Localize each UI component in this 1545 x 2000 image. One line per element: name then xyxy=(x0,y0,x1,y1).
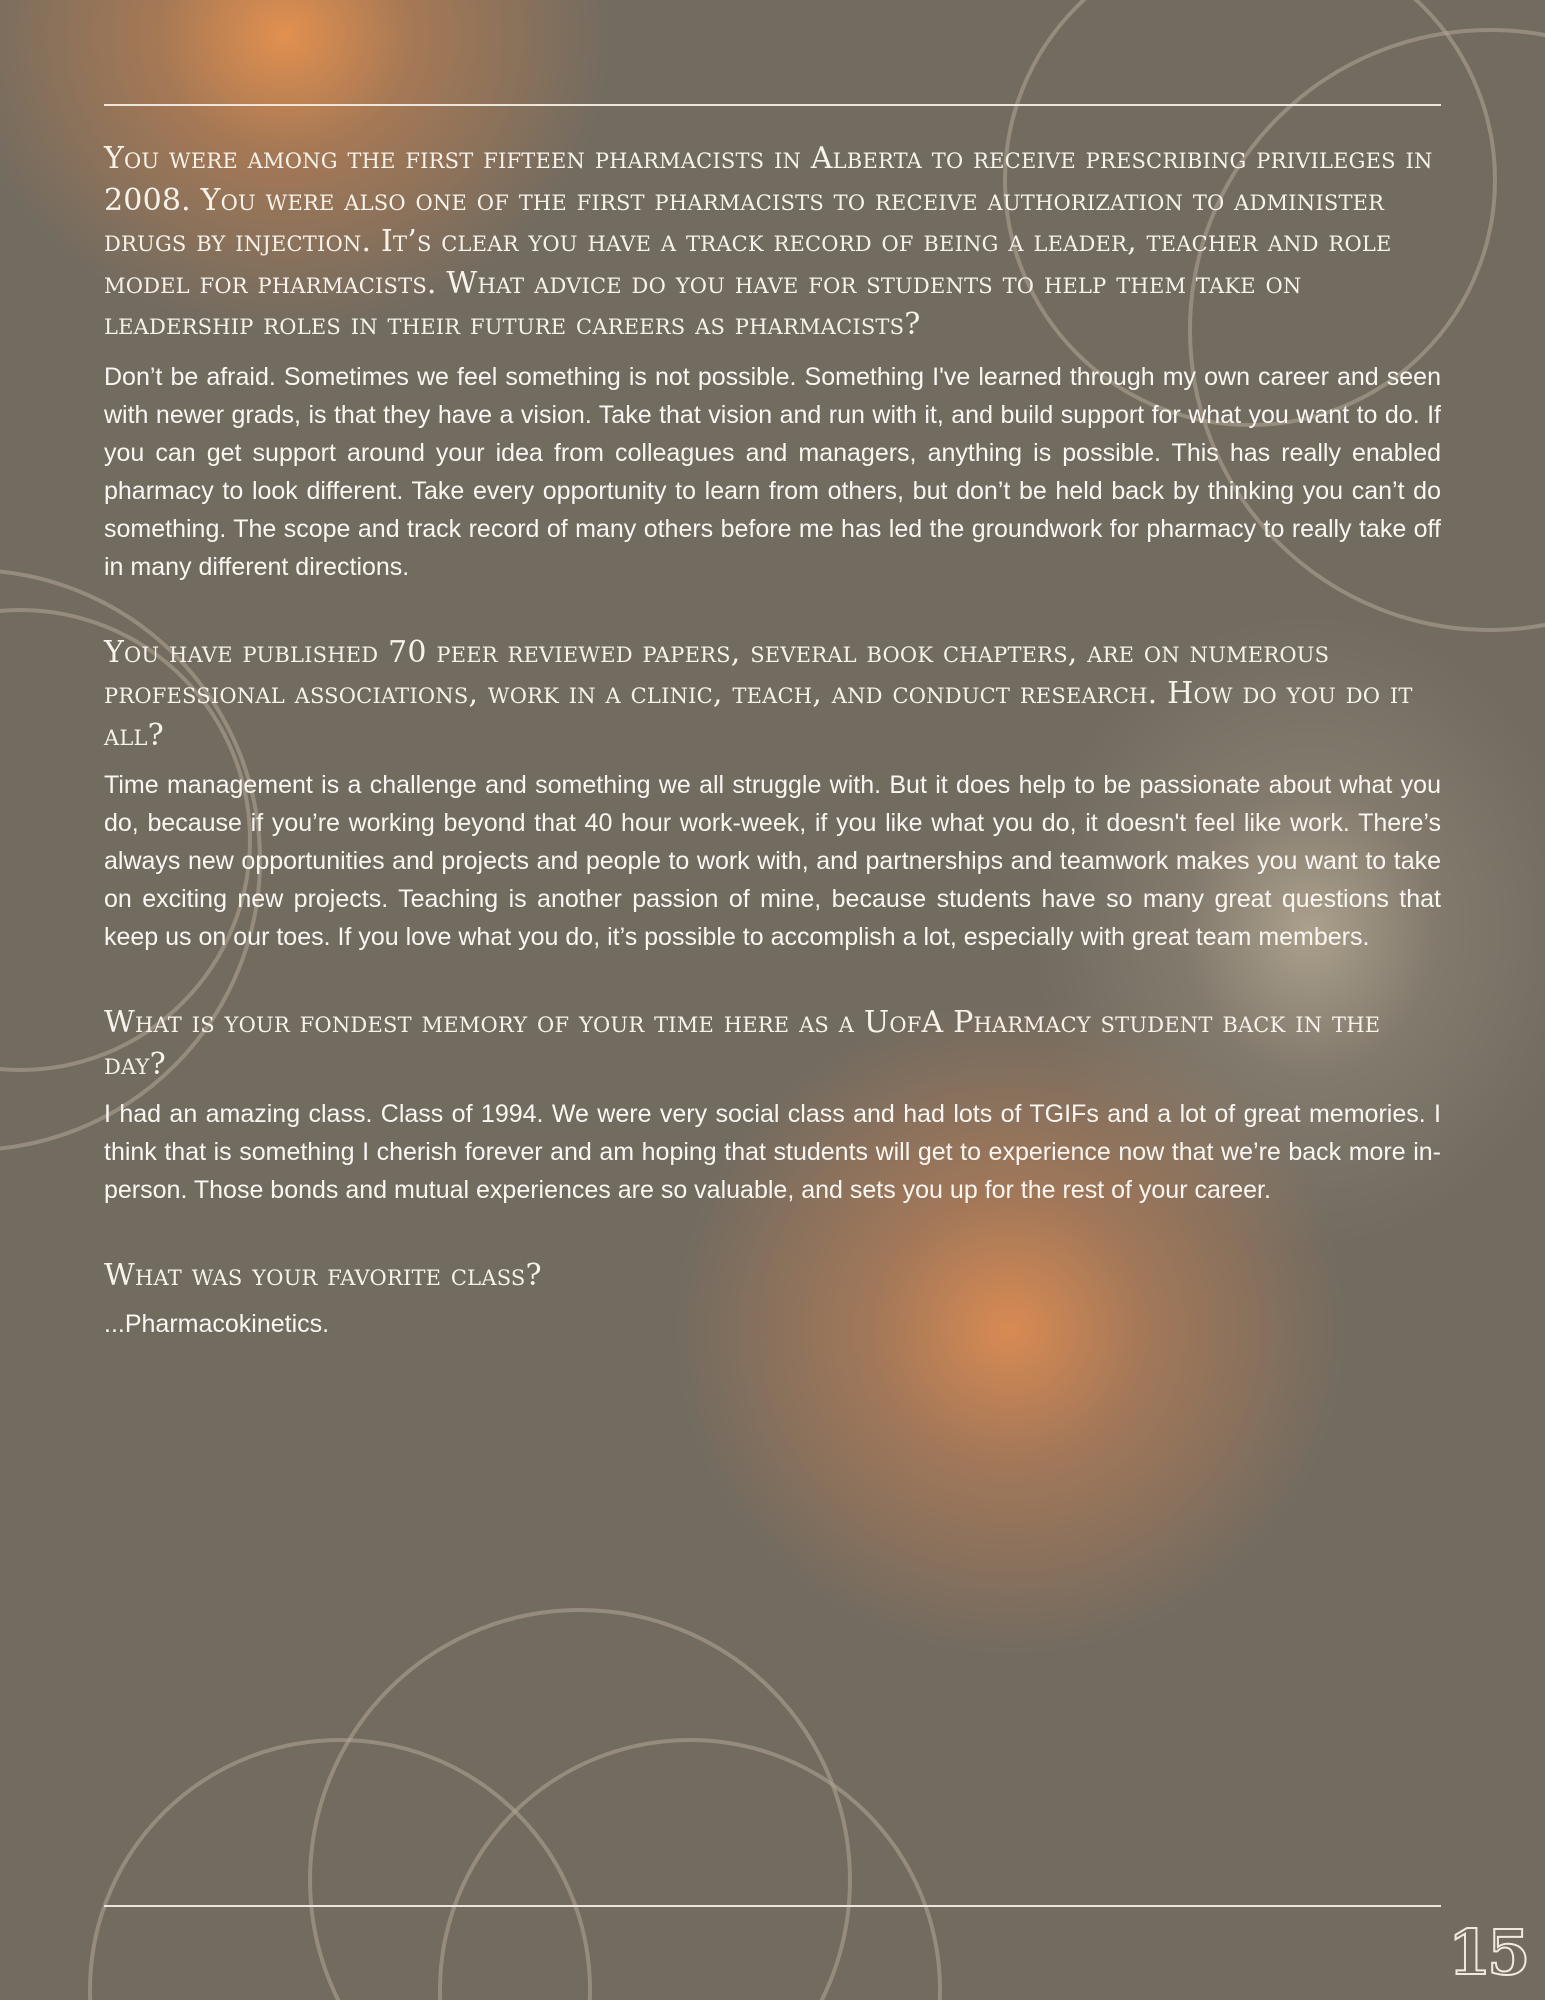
question-3: What is your fondest memory of your time here as a UofA Pharmacy student back in the day? xyxy=(104,1005,1381,1082)
question-2: You have published 70 peer reviewed papers, several book chapters, are on numerous professional associations, work in a clinic, teach, and conduct research. How do you do it all? xyxy=(104,634,1413,753)
question-4: What was your favorite class? xyxy=(104,1258,542,1293)
circle-bottom-a xyxy=(90,1740,590,2000)
interview-content xyxy=(104,138,1441,1343)
answer-2: Time management is a challenge and something we all struggle with. But it does help to be passionate about what you do, because if you’re working beyond that 40 hour work-week, if you like what you do, it doesn't feel like work. There’s always new opportunities and projects and people to work with, and partnerships and teamwork makes you want to take on exciting new projects. Teaching is another passion of mine, because students have so many great questions that keep us on our toes. If you love what you do, it’s possible to accomplish a lot, especially with great team members. xyxy=(104,771,1441,951)
answer-4: ...Pharmacokinetics. xyxy=(104,1309,330,1338)
circle-bottom-c xyxy=(440,1740,940,2000)
bottom-divider xyxy=(104,1905,1441,1907)
circle-bottom-b xyxy=(310,1610,850,2000)
top-divider xyxy=(104,104,1441,106)
page-number: 15 xyxy=(1448,1916,1527,1989)
answer-1: Don’t be afraid. Sometimes we feel something is not possible. Something I've learned through my own career and seen with newer grads, is that they have a vision. Take that vision and run with it, and build support for what you want to do. If you can get support around your idea from colleagues and managers, anything is possible. This has really enabled pharmacy to look different. Take every opportunity to learn from others, but don’t be held back by thinking you can’t do something. The scope and track record of many others before me has led the groundwork for pharmacy to really take off in many different directions. xyxy=(104,362,1441,581)
answer-3: I had an amazing class. Class of 1994. We were very social class and had lots of TGIFs and a lot of great memories. I think that is something I cherish forever and am hoping that students will get to experience now that we’re back more in-person. Those bonds and mutual experiences are so valuable, and sets you up for the rest of your career. xyxy=(104,1100,1441,1204)
question-1: You were among the first fifteen pharmacists in Alberta to receive prescribing privileges in 2008. You were also one of the first pharmacists to receive authorization to administer drugs by injection. It’s clear you have a track record of being a leader, teacher and role model for pharmacists. What advice do you have for students to help them take on leadership roles in their future careers as pharmacists? xyxy=(104,141,1433,342)
